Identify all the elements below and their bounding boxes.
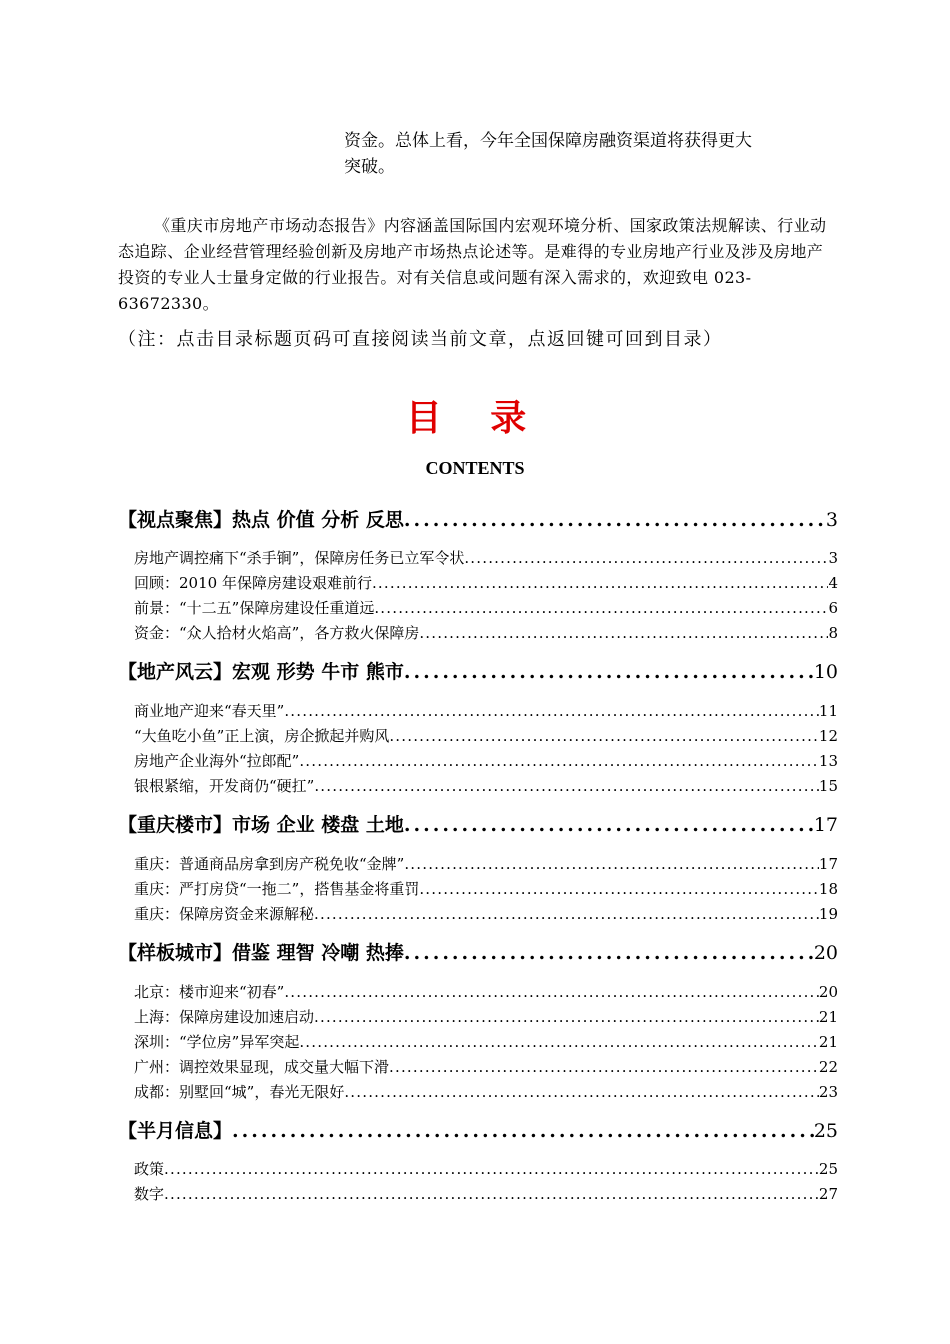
- dot-leader: [404, 810, 814, 840]
- toc-entry-page[interactable]: 21: [818, 1008, 838, 1026]
- toc-section-title[interactable]: 【视点聚焦】热点 价值 分析 反思: [118, 509, 404, 531]
- toc-entry-title[interactable]: 房地产企业海外“拉郎配”: [134, 752, 300, 770]
- toc-entry[interactable]: [134, 1157, 838, 1181]
- toc-entry[interactable]: [134, 877, 838, 901]
- toc-entry-title[interactable]: “大鱼吃小鱼”正上演，房企掀起并购风: [134, 727, 390, 745]
- dot-leader: [404, 852, 819, 876]
- toc-entry[interactable]: [134, 1080, 838, 1104]
- toc-entry-page[interactable]: 18: [818, 880, 838, 898]
- toc-entry-title[interactable]: 前景：“十二五”保障房建设任重道远: [134, 599, 375, 617]
- toc-entry[interactable]: [134, 749, 838, 773]
- toc-entry-page[interactable]: 25: [818, 1160, 838, 1178]
- toc-entry[interactable]: [134, 621, 838, 645]
- toc-entry-title[interactable]: 重庆：保障房资金来源解秘: [134, 905, 315, 923]
- toc-entry-title[interactable]: 银根紧缩，开发商仍“硬扛”: [134, 777, 315, 795]
- toc-entry-title[interactable]: 广州：调控效果显现，成交量大幅下滑: [134, 1058, 390, 1076]
- toc-entry-title[interactable]: 回顾：2010 年保障房建设艰难前行: [134, 574, 372, 592]
- toc-section-page[interactable]: 25: [813, 1120, 838, 1142]
- toc-entry-page[interactable]: 13: [818, 752, 838, 770]
- dot-leader: [419, 877, 819, 901]
- toc-entry-title[interactable]: 上海：保障房建设加速启动: [134, 1008, 315, 1026]
- toc-entry[interactable]: [134, 902, 838, 926]
- dot-leader: [232, 1116, 814, 1146]
- toc-section-1[interactable]: [118, 505, 838, 535]
- dot-leader: [164, 1182, 819, 1206]
- dot-leader: [314, 774, 819, 798]
- toc-entry[interactable]: [134, 699, 838, 723]
- toc-entry-page[interactable]: 23: [818, 1083, 838, 1101]
- toc-entry[interactable]: [134, 546, 838, 570]
- toc-entry-title[interactable]: 重庆：普通商品房拿到房产税免收“金牌”: [134, 855, 405, 873]
- toc-entry-page[interactable]: 6: [828, 599, 838, 617]
- dot-leader: [299, 1030, 819, 1054]
- continued-line-2: 突破。: [344, 157, 395, 177]
- continued-paragraph: [344, 128, 844, 180]
- toc-entry[interactable]: [134, 596, 838, 620]
- dot-leader: [374, 596, 828, 620]
- toc-entry-title[interactable]: 商业地产迎来“春天里”: [134, 702, 285, 720]
- toc-entry[interactable]: [134, 1182, 838, 1206]
- toc-entry-page[interactable]: 21: [818, 1033, 838, 1051]
- dot-leader: [419, 621, 828, 645]
- dot-leader: [389, 724, 819, 748]
- toc-entry-title[interactable]: 资金：“众人拾材火焰高”，各方救火保障房: [134, 624, 420, 642]
- toc-section-page[interactable]: 3: [825, 509, 838, 531]
- toc-entry-title[interactable]: 政策: [134, 1160, 165, 1178]
- toc-entry-title[interactable]: 数字: [134, 1185, 165, 1203]
- dot-leader: [284, 980, 819, 1004]
- toc-entry[interactable]: [134, 1030, 838, 1054]
- toc-section-2[interactable]: [118, 657, 838, 687]
- toc-entry-page[interactable]: 27: [818, 1185, 838, 1203]
- toc-section-5[interactable]: [118, 1116, 838, 1146]
- dot-leader: [404, 657, 814, 687]
- toc-entry-page[interactable]: 12: [818, 727, 838, 745]
- navigation-note: （注：点击目录标题页码可直接阅读当前文章，点返回键可回到目录）: [118, 329, 723, 350]
- toc-section-page[interactable]: 17: [813, 814, 838, 836]
- toc-entry-title[interactable]: 北京：楼市迎来“初春”: [134, 983, 285, 1001]
- toc-entry-page[interactable]: 15: [818, 777, 838, 795]
- toc-entry[interactable]: [134, 852, 838, 876]
- intro-paragraph: 《重庆市房地产市场动态报告》内容涵盖国际国内宏观环境分析、国家政策法规解读、行业动态追踪、企业经营管理经验创新及房地产市场热点论述等。是难得的专业房地产行业及涉及房地产投资的专业人士量身定做的行业报告。对有关信息或问题有深入需求的，欢迎致电 023-63672330。: [118, 216, 827, 313]
- toc-entry-page[interactable]: 22: [818, 1058, 838, 1076]
- dot-leader: [284, 699, 819, 723]
- toc-entry-title[interactable]: 成都：别墅回“城”，春光无限好: [134, 1083, 345, 1101]
- toc-entry-title[interactable]: 重庆：严打房贷“一拖二”，搭售基金将重罚: [134, 880, 420, 898]
- toc-entry-title[interactable]: 深圳：“学位房”异军突起: [134, 1033, 300, 1051]
- toc-section-title[interactable]: 【半月信息】: [118, 1120, 233, 1142]
- toc-entry-page[interactable]: 17: [818, 855, 838, 873]
- dot-leader: [299, 749, 819, 773]
- toc-entry-page[interactable]: 3: [828, 549, 838, 567]
- toc-section-3[interactable]: [118, 810, 838, 840]
- toc-section-title[interactable]: 【地产风云】宏观 形势 牛市 熊市: [118, 661, 404, 683]
- toc-entry-page[interactable]: 20: [818, 983, 838, 1001]
- toc-entry[interactable]: [134, 1005, 838, 1029]
- toc-entry-page[interactable]: 11: [818, 702, 838, 720]
- toc-section-page[interactable]: 10: [813, 661, 838, 683]
- dot-leader: [344, 1080, 819, 1104]
- dot-leader: [372, 571, 829, 595]
- toc-entry[interactable]: [134, 980, 838, 1004]
- continued-line-1: 资金。总体上看，今年全国保障房融资渠道将获得更大: [344, 131, 752, 151]
- dot-leader: [164, 1157, 819, 1181]
- dot-leader: [404, 505, 826, 535]
- toc-entry-page[interactable]: 19: [818, 905, 838, 923]
- toc-section-4[interactable]: [118, 938, 838, 968]
- toc-entry[interactable]: [134, 1055, 838, 1079]
- toc-section-page[interactable]: 20: [813, 942, 838, 964]
- toc-section-title[interactable]: 【样板城市】借鉴 理智 冷嘲 热捧: [118, 942, 404, 964]
- toc-entry-page[interactable]: 8: [828, 624, 838, 642]
- toc-entry[interactable]: [134, 724, 838, 748]
- toc-entry-page[interactable]: 4: [828, 574, 838, 592]
- dot-leader: [389, 1055, 819, 1079]
- dot-leader: [314, 1005, 819, 1029]
- dot-leader: [404, 938, 814, 968]
- toc-title: 目 录: [405, 398, 545, 439]
- toc-entry-title[interactable]: 房地产调控痛下“杀手锏”，保障房任务已立军令状: [134, 549, 465, 567]
- dot-leader: [464, 546, 828, 570]
- toc-entry[interactable]: [134, 774, 838, 798]
- dot-leader: [314, 902, 819, 926]
- toc-section-title[interactable]: 【重庆楼市】市场 企业 楼盘 土地: [118, 814, 404, 836]
- toc-entry[interactable]: [134, 571, 838, 595]
- toc-subtitle: CONTENTS: [425, 458, 525, 478]
